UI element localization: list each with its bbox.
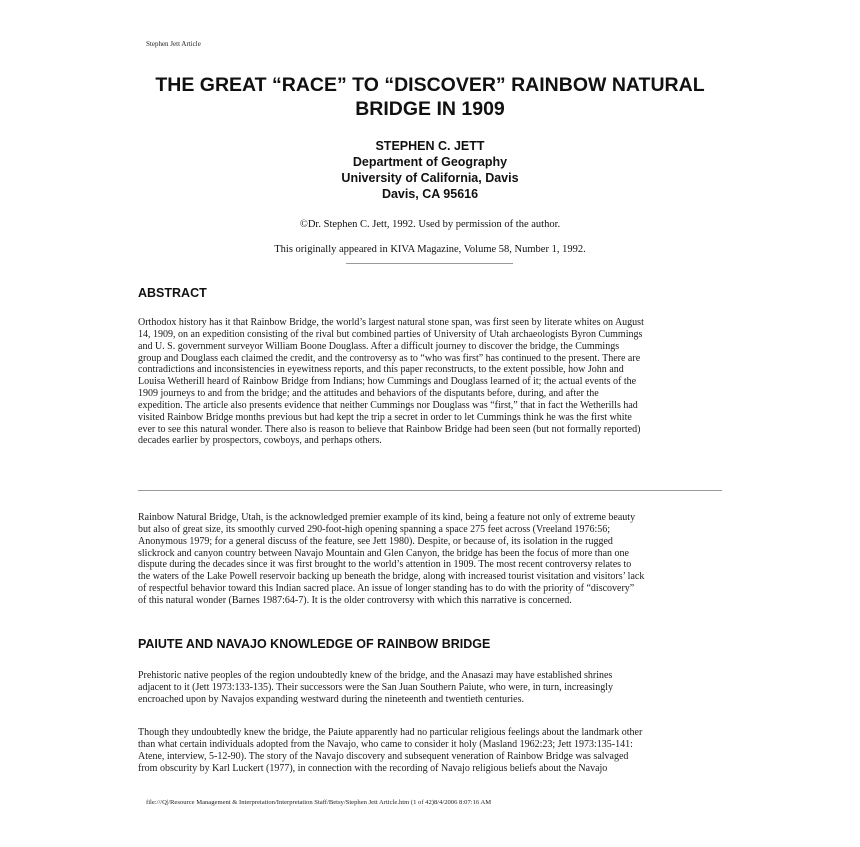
section-line: from obscurity by Karl Luckert (1977), in connection with the recording of Navajo religious beliefs about the Navajo — [138, 762, 608, 774]
intro-line: of this natural wonder (Barnes 1987:64-7). It is the older controversy with which this narrative is concerned. — [138, 594, 572, 606]
abstract-line: group and Douglass each claimed the credit, and the controversy as to “who was first” has continued to the present. There are — [138, 352, 641, 364]
intro-line: dispute during the decades since it was first brought to the world’s attention in 1909. The most recent controversy relates to — [138, 559, 632, 571]
author-location: Davis, CA 95616 — [381, 187, 479, 201]
abstract-line: 1909 journeys to and from the bridge; and the attitudes and behaviors of the disputants before, during, and after the — [138, 388, 599, 400]
abstract-line: decades earlier by prospectors, cowboys, and perhaps others. — [138, 435, 382, 447]
section-line: encroached upon by Navajos expanding westward during the nineteenth and twentieth centuries. — [138, 693, 524, 705]
divider-short — [346, 263, 513, 264]
divider-long — [138, 490, 722, 491]
section-heading: PAIUTE AND NAVAJO KNOWLEDGE OF RAINBOW BRIDGE — [138, 637, 491, 651]
copyright-notice: ©Dr. Stephen C. Jett, 1992. Used by permission of the author. — [299, 219, 561, 230]
abstract-line: ever to see this natural wonder. There also is reason to believe that Rainbow Bridge had been seen (but not formally reported) — [138, 423, 641, 435]
section-paragraph-2 — [138, 727, 722, 774]
publication-origin: This originally appeared in KIVA Magazine, Volume 58, Number 1, 1992. — [274, 244, 586, 255]
section-line: than what certain individuals adopted from the Navajo, who came to consider it holy (Masland 1962:23; Jett 1973:135-141: — [138, 738, 633, 750]
abstract-heading: ABSTRACT — [138, 286, 207, 300]
title-line-1: THE GREAT “RACE” TO “DISCOVER” RAINBOW NATURAL — [155, 74, 705, 96]
abstract-paragraph — [138, 317, 722, 447]
abstract-line: Orthodox history has it that Rainbow Bridge, the world’s largest natural stone span, was first seen by literate whites on August — [138, 317, 644, 328]
abstract-line: expedition. The article also presents evidence that neither Cummings nor Douglass was “first,” that in fact the Wetherills had — [138, 399, 638, 411]
intro-line: slickrock and canyon country between Navajo Mountain and Glen Canyon, the bridge has been the focus of more than one — [138, 547, 629, 559]
intro-paragraph — [138, 512, 722, 607]
intro-line: Anonymous 1979; for a general discuss of the feature, see Jett 1980). Despite, or because of, its isolation in the rugged — [138, 535, 613, 547]
intro-line: but also of great size, its smoothly curved 290-foot-high opening spanning a space 275 feet across (Vreeland 1976:56; — [138, 523, 611, 535]
abstract-line: and U. S. government surveyor William Boone Douglass. After a difficult journey to discover the bridge, the Cummings — [138, 340, 620, 352]
author-university: University of California, Davis — [341, 171, 519, 185]
intro-line: Rainbow Natural Bridge, Utah, is the acknowledged premier example of its kind, being a feature not only of extreme beauty — [138, 512, 636, 523]
section-line: adjacent to it (Jett 1973:133-135). Their successors were the San Juan Southern Paiute, who were, in turn, increasingly — [138, 681, 613, 693]
intro-line: of respectful behavior toward this Indian sacred place. An issue of longer standing has to do with the priority of “discovery” — [138, 583, 635, 595]
title-line-2: BRIDGE IN 1909 — [355, 98, 505, 120]
abstract-line: Louisa Wetherill heard of Rainbow Bridge from Indians; how Cummings and Douglass learned of it; the actual events of the — [138, 376, 637, 388]
author-block — [230, 138, 630, 202]
abstract-line: visited Rainbow Bridge months previous but had kept the trip a secret in order to let Cummings think he was the first white — [138, 411, 632, 423]
running-head: Stephen Jett Article — [146, 40, 201, 48]
author-department: Department of Geography — [352, 155, 508, 169]
page-footer-path: file:///Q|/Resource Management & Interpretation/Interpretation Staff/Betsy/Stephen Jett Article.htm (1 of 42)8/4/2006 8:07:16 AM — [146, 799, 492, 806]
abstract-line: contradictions and inconsistencies in eyewitness reports, and this paper reconstructs, to the extent possible, how John and — [138, 364, 624, 376]
intro-line: the waters of the Lake Powell reservoir backing up beneath the bridge, along with increased tourist visitation and visitors’ lack — [138, 571, 645, 583]
section-line: Prehistoric native peoples of the region undoubtedly knew of the bridge, and the Anasazi may have established shrines — [138, 670, 613, 681]
section-paragraph-1 — [138, 670, 722, 706]
abstract-line: 14, 1909, on an expedition consisting of the rival but combined parties of University of Utah archaeologists Byron Cummings — [138, 328, 643, 340]
author-name: STEPHEN C. JETT — [375, 139, 485, 153]
section-line: Though they undoubtedly knew the bridge, the Paiute apparently had no particular religious feelings about the landmark other — [138, 727, 643, 738]
section-line: Atene, interview, 5-12-90). The story of the Navajo discovery and subsequent veneration of Rainbow Bridge was salvaged — [138, 750, 629, 762]
article-title — [100, 73, 760, 121]
